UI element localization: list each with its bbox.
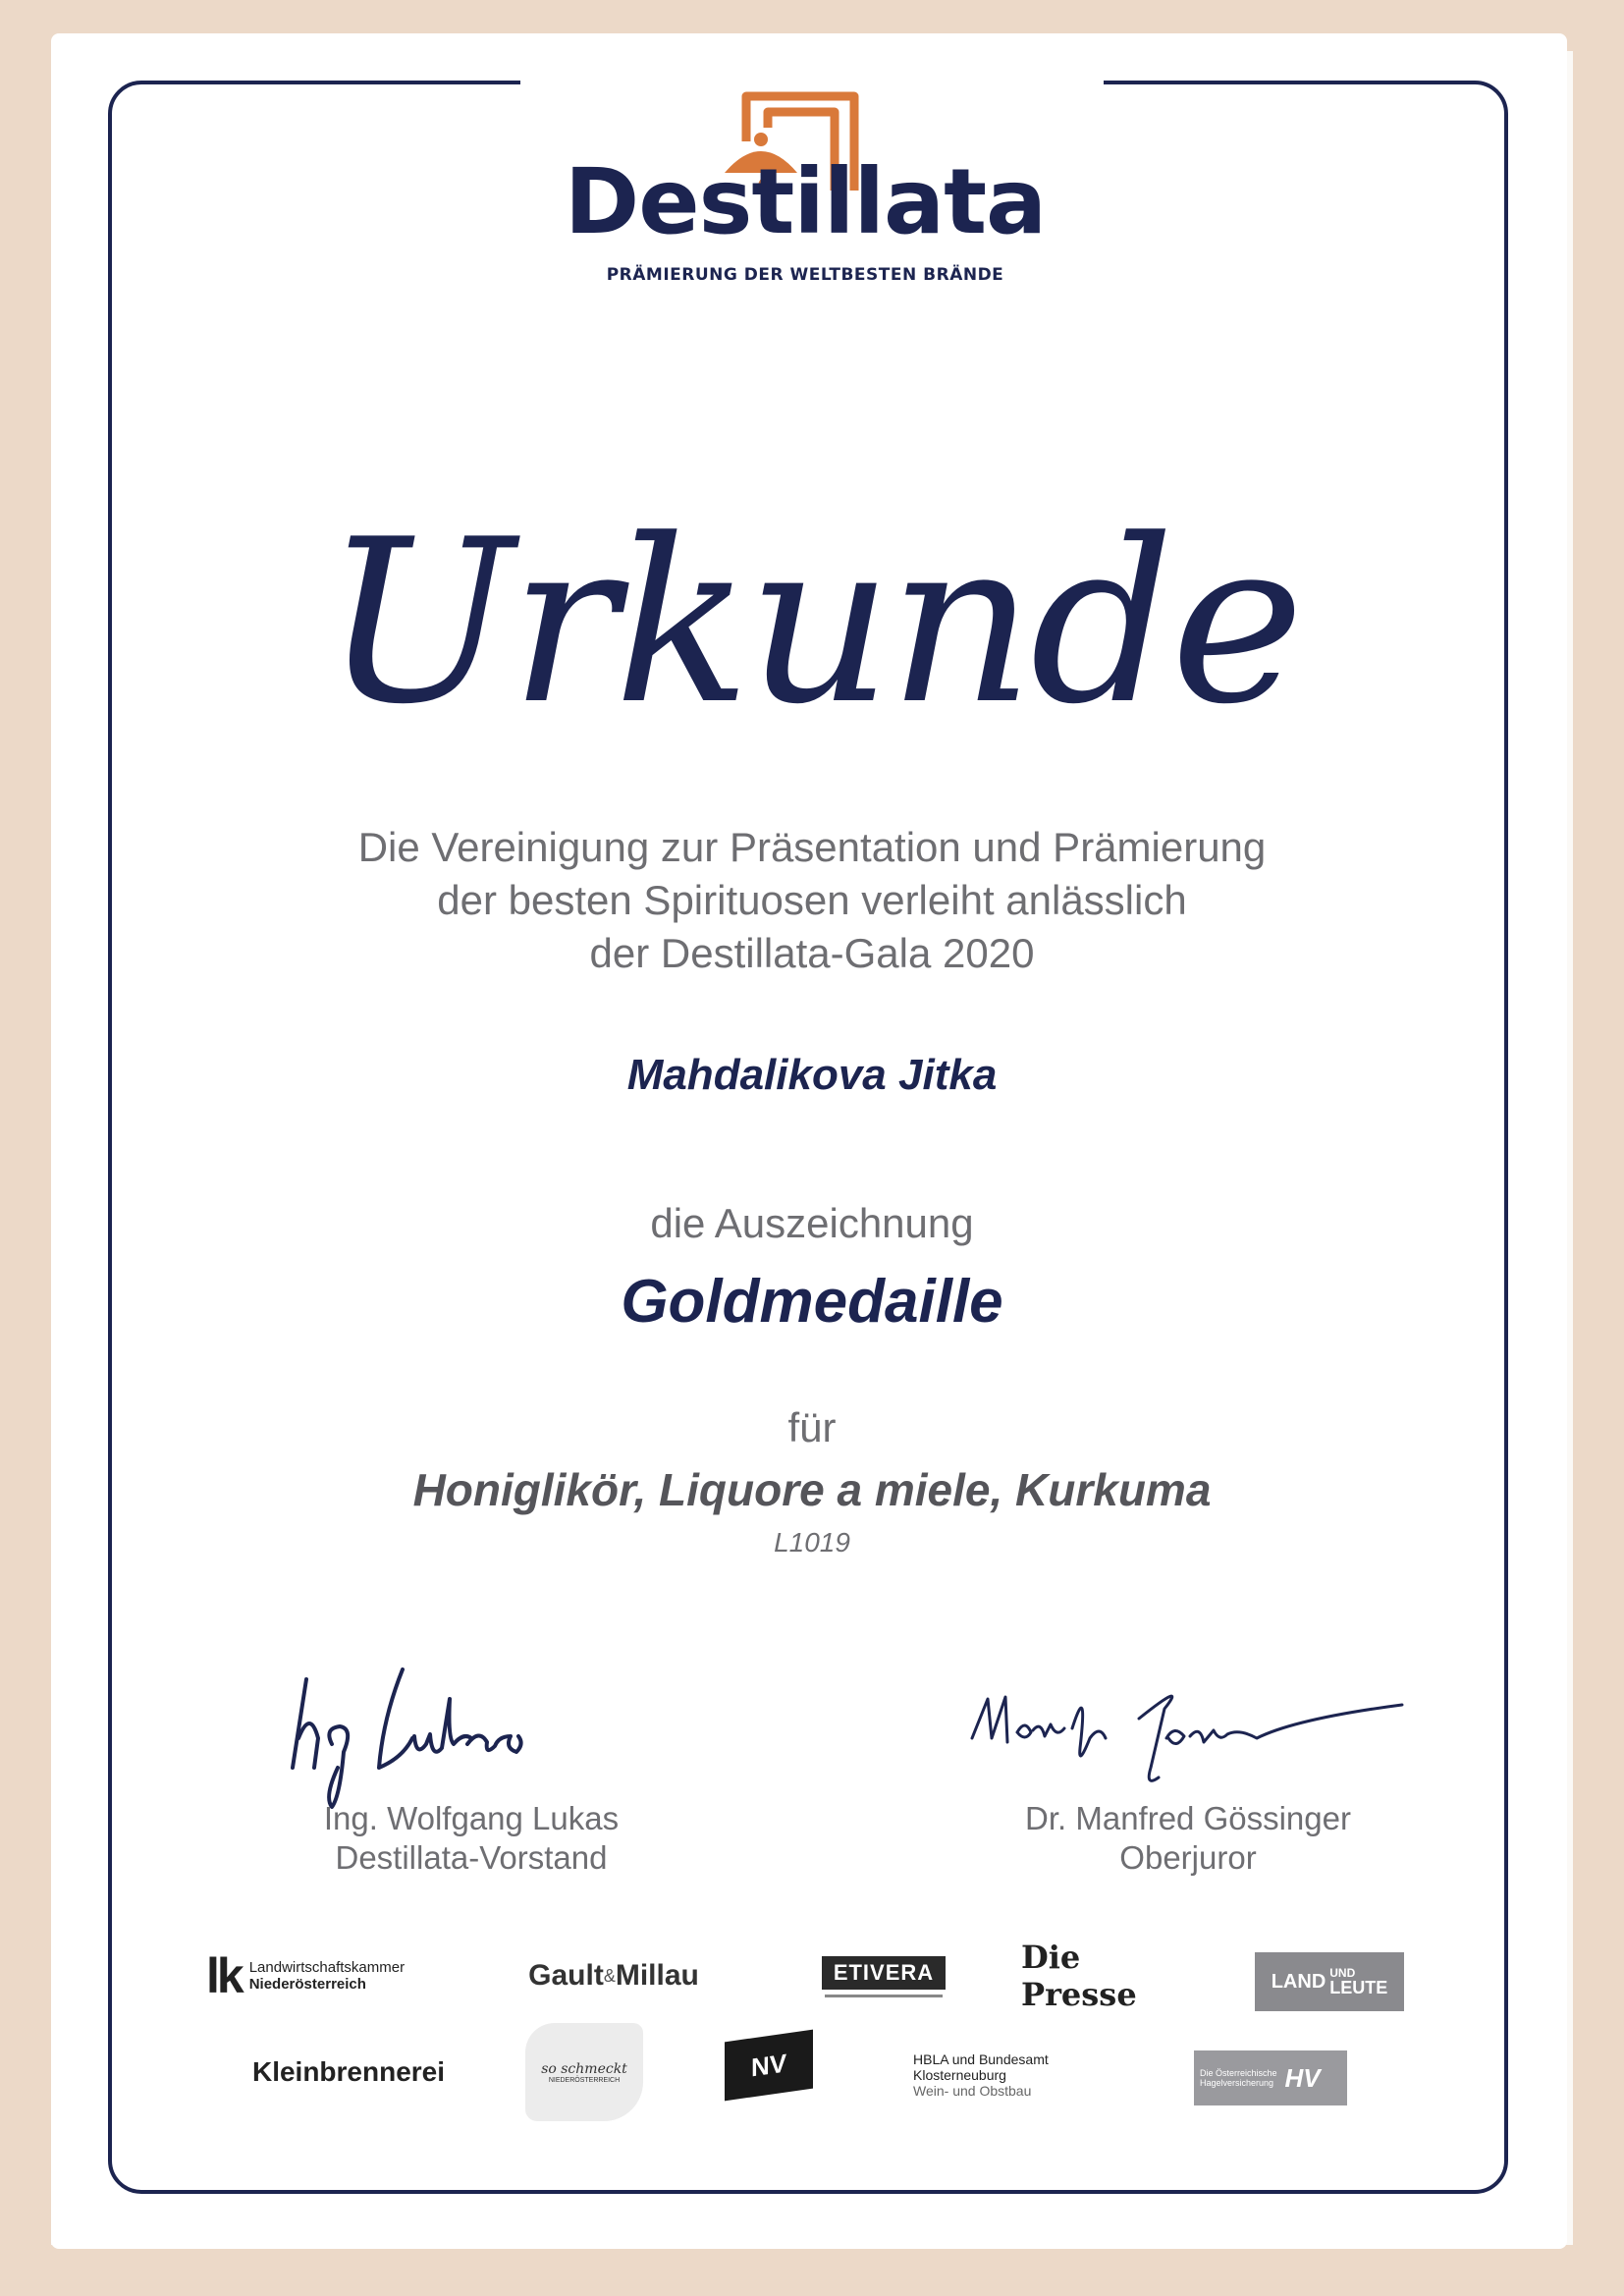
intro-line-2: der besten Spirituosen verleiht anlässlich xyxy=(437,877,1187,923)
etivera-underline xyxy=(825,1995,943,1997)
land-text: LAND xyxy=(1271,1970,1326,1993)
sponsor-nv-logo xyxy=(725,2031,842,2100)
lk-line-1: Landwirtschaftskammer xyxy=(248,1959,406,1976)
logo-tagline: PRÄMIERUNG DER WELTBESTEN BRÄNDE xyxy=(606,265,1004,285)
so-schmeckt-text: so schmeckt xyxy=(541,2060,627,2077)
hagel-line-2: Hagelversicherung xyxy=(1200,2078,1274,2088)
signatory-2-name: Dr. Manfred Gössinger xyxy=(1025,1800,1351,1836)
hagel-mark: HV xyxy=(1284,2062,1321,2093)
signature-lukas xyxy=(285,1650,560,1817)
sponsor-kleinbrennerei-logo xyxy=(236,2048,461,2097)
etivera-text: ETIVERA xyxy=(822,1956,946,1990)
award-title: Goldmedaille xyxy=(621,1268,1003,1336)
awardee-name: Mahdalikova Jitka xyxy=(626,1051,998,1099)
lot-number: L1019 xyxy=(774,1527,850,1558)
sponsor-land-und-leute-logo xyxy=(1255,1952,1404,2011)
sponsor-die-presse-logo xyxy=(1021,1939,1198,2013)
product-name: Honiglikör, Liquore a miele, Kurkuma xyxy=(412,1464,1212,1515)
kleinbrennerei-text: Kleinbrennerei xyxy=(251,2056,446,2087)
sponsor-hbla-logo xyxy=(913,2045,1110,2105)
nv-mark: NV xyxy=(725,2030,813,2102)
und-text: UND xyxy=(1329,1966,1356,1980)
hbla-line-1: HBLA und Bundesamt xyxy=(913,2051,1049,2067)
hagel-line-1: Die Österreichische xyxy=(1200,2068,1277,2078)
intro-line-1: Die Vereinigung zur Präsentation und Prämierung xyxy=(357,824,1267,870)
for-label: für xyxy=(787,1404,837,1450)
sponsor-gault-millau-logo xyxy=(511,1949,717,2002)
lk-mark: lk xyxy=(206,1948,242,2003)
so-schmeckt-sub: NIEDERÖSTERREICH xyxy=(548,2076,621,2084)
leute-text: LEUTE xyxy=(1329,1978,1388,1997)
die-presse-text: Die Presse xyxy=(1021,1939,1137,2013)
signatory-1-role: Destillata-Vorstand xyxy=(335,1839,608,1876)
gault-amp: & xyxy=(603,1965,616,1986)
lk-line-2: Niederösterreich xyxy=(248,1976,366,1993)
signatory-2-role: Oberjuror xyxy=(1119,1839,1257,1876)
sponsor-so-schmeckt-logo xyxy=(525,2023,643,2121)
certificate-title: Urkunde xyxy=(323,492,1301,754)
sponsor-etivera-logo xyxy=(815,1952,952,2001)
hbla-line-2: Klosterneuburg xyxy=(913,2067,1006,2083)
logo-wordmark: Destillata xyxy=(564,149,1047,254)
sponsor-lk-logo xyxy=(206,1949,432,2002)
intro-line-3: der Destillata-Gala 2020 xyxy=(589,930,1035,976)
signature-goessinger xyxy=(962,1660,1414,1807)
award-intro: die Auszeichnung xyxy=(650,1200,974,1246)
hbla-line-3: Wein- und Obstbau xyxy=(913,2083,1032,2099)
sponsor-hagelversicherung-logo xyxy=(1194,2050,1347,2105)
millau-text: Millau xyxy=(615,1959,699,1992)
gault-text: Gault xyxy=(528,1959,604,1992)
signatory-1-name: Ing. Wolfgang Lukas xyxy=(323,1800,620,1836)
